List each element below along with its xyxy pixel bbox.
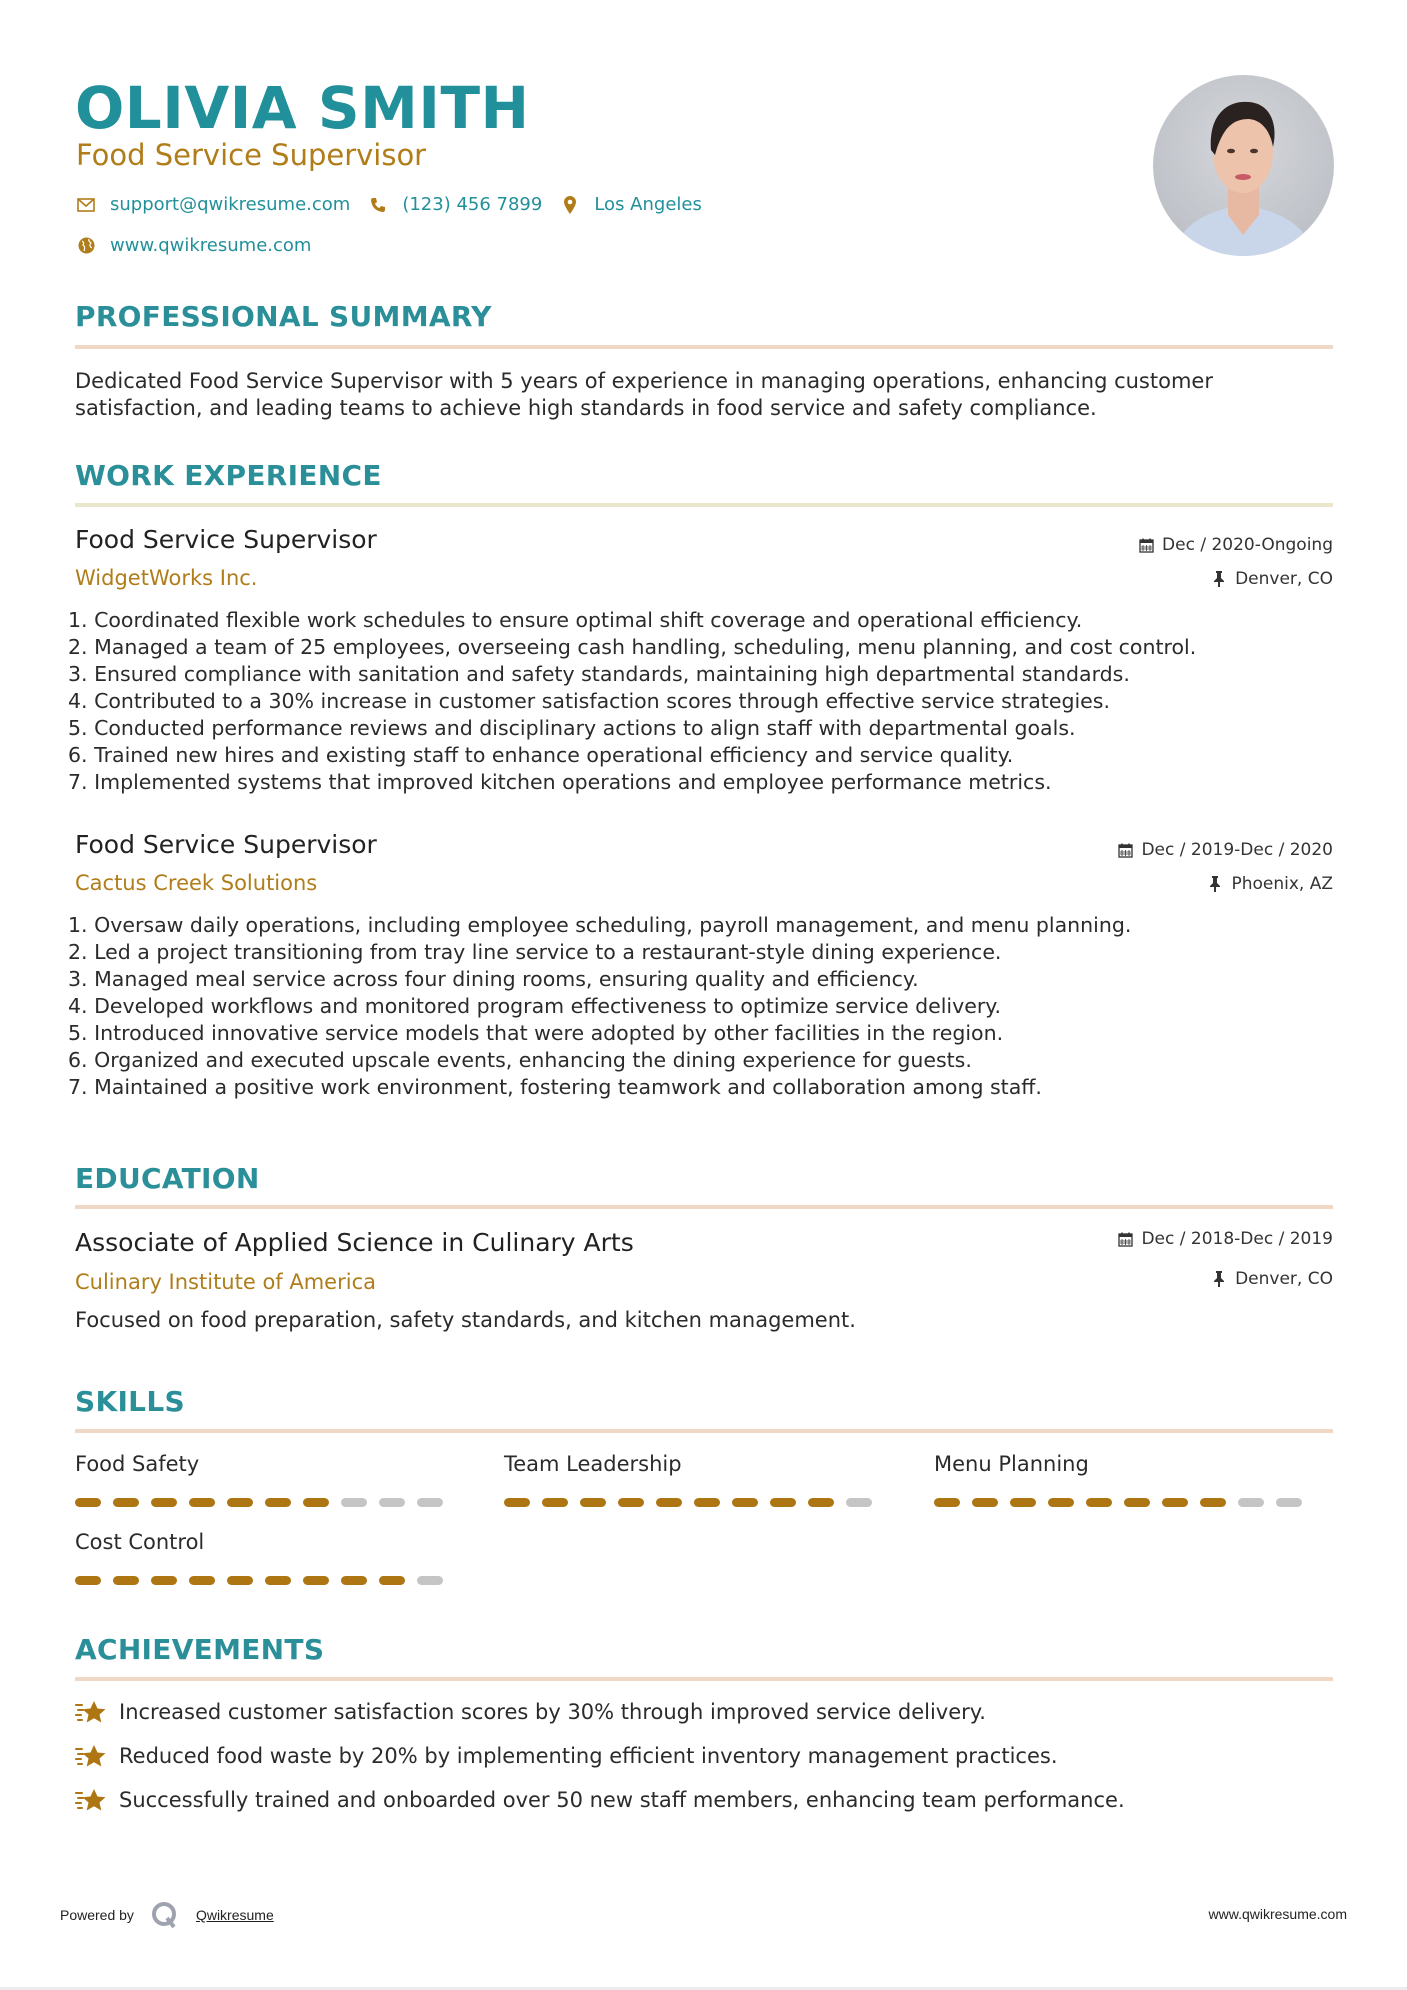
education-dates-text: Dec / 2018-Dec / 2019 <box>1141 1229 1333 1249</box>
education-location <box>1211 1269 1333 1289</box>
bullet-item: 1. Oversaw daily operations, including employee scheduling, payroll management, and menu planning. <box>68 913 1132 937</box>
achievement-text: Increased customer satisfaction scores by 30% through improved service delivery. <box>119 1700 986 1724</box>
education-heading: EDUCATION <box>75 1162 260 1195</box>
email-text: support@qwikresume.com <box>110 194 351 215</box>
education-description: Focused on food preparation, safety standards, and kitchen management. <box>75 1308 856 1332</box>
skill-dot-filled <box>618 1498 644 1507</box>
skill-label: Team Leadership <box>504 1452 682 1476</box>
powered-by-label: Powered by <box>60 1907 134 1923</box>
achievement-item <box>75 1698 986 1726</box>
qwikresume-logo-icon <box>150 1900 180 1930</box>
star-icon <box>75 1786 107 1814</box>
bullet-item: 7. Maintained a positive work environment, fostering teamwork and collaboration among staff. <box>68 1075 1042 1099</box>
contact-location <box>560 194 702 215</box>
job-bullets <box>68 607 1338 796</box>
skill-dot-filled <box>694 1498 720 1507</box>
job-dates-text: Dec / 2019-Dec / 2020 <box>1141 840 1333 860</box>
phone-icon <box>368 195 388 215</box>
job-location <box>1207 874 1333 894</box>
experience-heading: WORK EXPERIENCE <box>75 459 382 492</box>
skill-menu-planning <box>934 1452 1314 1507</box>
footer-url[interactable]: www.qwikresume.com <box>1208 1906 1347 1922</box>
calendar-icon <box>1138 537 1154 553</box>
job-dates <box>1117 840 1333 860</box>
skill-dot-filled <box>189 1576 215 1585</box>
bullet-item: 4. Developed workflows and monitored program effectiveness to optimize service delivery. <box>68 994 1002 1018</box>
skill-dot-filled <box>227 1498 253 1507</box>
achievement-text: Reduced food waste by 20% by implementing efficient inventory management practices. <box>119 1744 1058 1768</box>
skill-dot-filled <box>303 1576 329 1585</box>
job-title: Food Service Supervisor <box>75 830 377 859</box>
skill-dot-filled <box>1124 1498 1150 1507</box>
skill-dot-filled <box>1162 1498 1188 1507</box>
bullet-item: 6. Organized and executed upscale events, enhancing the dining experience for guests. <box>68 1048 972 1072</box>
map-pin-icon <box>560 195 580 215</box>
section-divider <box>75 345 1333 349</box>
pushpin-icon <box>1207 876 1223 892</box>
website-text: www.qwikresume.com <box>110 235 312 256</box>
skill-dot-filled <box>265 1498 291 1507</box>
bullet-item: 2. Led a project transitioning from tray line service to a restaurant-style dining experience. <box>68 940 1002 964</box>
section-divider <box>75 1429 1333 1433</box>
job-bullets <box>68 912 1338 1101</box>
pushpin-icon <box>1211 571 1227 587</box>
summary-text: Dedicated Food Service Supervisor with 5 years of experience in managing operations, enhancing customer satisfaction, and leading teams to achieve high standards in food service and safety compliance. <box>75 369 1213 420</box>
star-icon <box>75 1742 107 1770</box>
skills-heading: SKILLS <box>75 1385 185 1418</box>
skill-dot-filled <box>808 1498 834 1507</box>
bullet-item: 5. Conducted performance reviews and disciplinary actions to align staff with departmental goals. <box>68 716 1076 740</box>
skill-label: Cost Control <box>75 1530 205 1554</box>
skill-dot-filled <box>75 1576 101 1585</box>
skill-dot-filled <box>113 1576 139 1585</box>
skill-dot-empty <box>417 1576 443 1585</box>
candidate-name: OLIVIA SMITH <box>75 74 530 142</box>
skill-dot-empty <box>846 1498 872 1507</box>
location-text: Los Angeles <box>594 194 702 215</box>
skill-dot-filled <box>1200 1498 1226 1507</box>
achievement-text: Successfully trained and onboarded over 50 new staff members, enhancing team performance. <box>119 1788 1125 1812</box>
star-icon <box>75 1698 107 1726</box>
bullet-item: 1. Coordinated flexible work schedules to ensure optimal shift coverage and operational efficiency. <box>68 608 1083 632</box>
company-name: Cactus Creek Solutions <box>75 871 318 895</box>
achievements-heading: ACHIEVEMENTS <box>75 1633 325 1666</box>
education-dates <box>1117 1229 1333 1249</box>
contact-phone[interactable] <box>368 194 542 215</box>
skill-dot-filled <box>303 1498 329 1507</box>
skill-dot-filled <box>1048 1498 1074 1507</box>
school-name: Culinary Institute of America <box>75 1270 376 1294</box>
degree-title: Associate of Applied Science in Culinary Arts <box>75 1228 634 1257</box>
section-divider <box>75 503 1333 507</box>
achievement-item <box>75 1742 1058 1770</box>
skill-dot-filled <box>227 1576 253 1585</box>
calendar-icon <box>1117 842 1133 858</box>
footer-powered-by <box>60 1900 274 1930</box>
skill-dot-filled <box>379 1576 405 1585</box>
envelope-icon <box>76 195 96 215</box>
globe-icon <box>76 236 96 256</box>
skill-team-leadership <box>504 1452 884 1507</box>
bullet-item: 3. Ensured compliance with sanitation and safety standards, maintaining high departmental standards. <box>68 662 1130 686</box>
skill-label: Menu Planning <box>934 1452 1089 1476</box>
pushpin-icon <box>1211 1271 1227 1287</box>
summary-heading: PROFESSIONAL SUMMARY <box>75 300 492 333</box>
skill-dot-filled <box>189 1498 215 1507</box>
bullet-item: 3. Managed meal service across four dining rooms, ensuring quality and efficiency. <box>68 967 919 991</box>
profile-photo <box>1153 75 1334 256</box>
contact-email[interactable] <box>76 194 350 215</box>
job-dates-text: Dec / 2020-Ongoing <box>1162 535 1333 555</box>
achievement-item <box>75 1786 1125 1814</box>
skill-dot-filled <box>972 1498 998 1507</box>
skill-food-safety <box>75 1452 455 1507</box>
skill-dot-filled <box>732 1498 758 1507</box>
bullet-item: 2. Managed a team of 25 employees, overseeing cash handling, scheduling, menu planning, and cost control. <box>68 635 1197 659</box>
skill-dot-filled <box>580 1498 606 1507</box>
skill-dot-filled <box>656 1498 682 1507</box>
skill-dot-filled <box>542 1498 568 1507</box>
contact-website[interactable] <box>76 235 311 256</box>
skill-dot-filled <box>75 1498 101 1507</box>
bullet-item: 4. Contributed to a 30% increase in customer satisfaction scores through effective service strategies. <box>68 689 1110 713</box>
qwikresume-link[interactable]: Qwikresume <box>195 1907 274 1923</box>
bullet-item: 7. Implemented systems that improved kitchen operations and employee performance metrics. <box>68 770 1052 794</box>
section-divider <box>75 1677 1333 1681</box>
skill-rating <box>75 1498 455 1507</box>
job-location <box>1211 569 1333 589</box>
skill-rating <box>934 1498 1314 1507</box>
skill-label: Food Safety <box>75 1452 200 1476</box>
candidate-title: Food Service Supervisor <box>76 138 427 172</box>
skill-dot-filled <box>341 1576 367 1585</box>
bullet-item: 5. Introduced innovative service models that were adopted by other facilities in the region. <box>68 1021 1004 1045</box>
job-location-text: Denver, CO <box>1235 569 1333 589</box>
job-location-text: Phoenix, AZ <box>1231 874 1333 894</box>
skill-rating <box>504 1498 884 1507</box>
skill-dot-empty <box>379 1498 405 1507</box>
job-dates <box>1138 535 1333 555</box>
skill-dot-empty <box>341 1498 367 1507</box>
skill-dot-filled <box>1086 1498 1112 1507</box>
section-divider <box>75 1205 1333 1209</box>
bullet-item: 6. Trained new hires and existing staff to enhance operational efficiency and service quality. <box>68 743 1014 767</box>
contact-row <box>76 194 720 215</box>
skill-dot-empty <box>417 1498 443 1507</box>
skill-dot-filled <box>934 1498 960 1507</box>
skill-dot-empty <box>1276 1498 1302 1507</box>
skill-dot-filled <box>1010 1498 1036 1507</box>
skill-cost-control <box>75 1530 455 1585</box>
skill-dot-empty <box>1238 1498 1264 1507</box>
skill-dot-filled <box>151 1498 177 1507</box>
skill-dot-filled <box>113 1498 139 1507</box>
skill-rating <box>75 1576 455 1585</box>
skill-dot-filled <box>265 1576 291 1585</box>
phone-text: (123) 456 7899 <box>402 194 543 215</box>
skill-dot-filled <box>770 1498 796 1507</box>
job-title: Food Service Supervisor <box>75 525 377 554</box>
skill-dot-filled <box>151 1576 177 1585</box>
calendar-icon <box>1117 1231 1133 1247</box>
company-name: WidgetWorks Inc. <box>75 566 258 590</box>
skill-dot-filled <box>504 1498 530 1507</box>
education-location-text: Denver, CO <box>1235 1269 1333 1289</box>
